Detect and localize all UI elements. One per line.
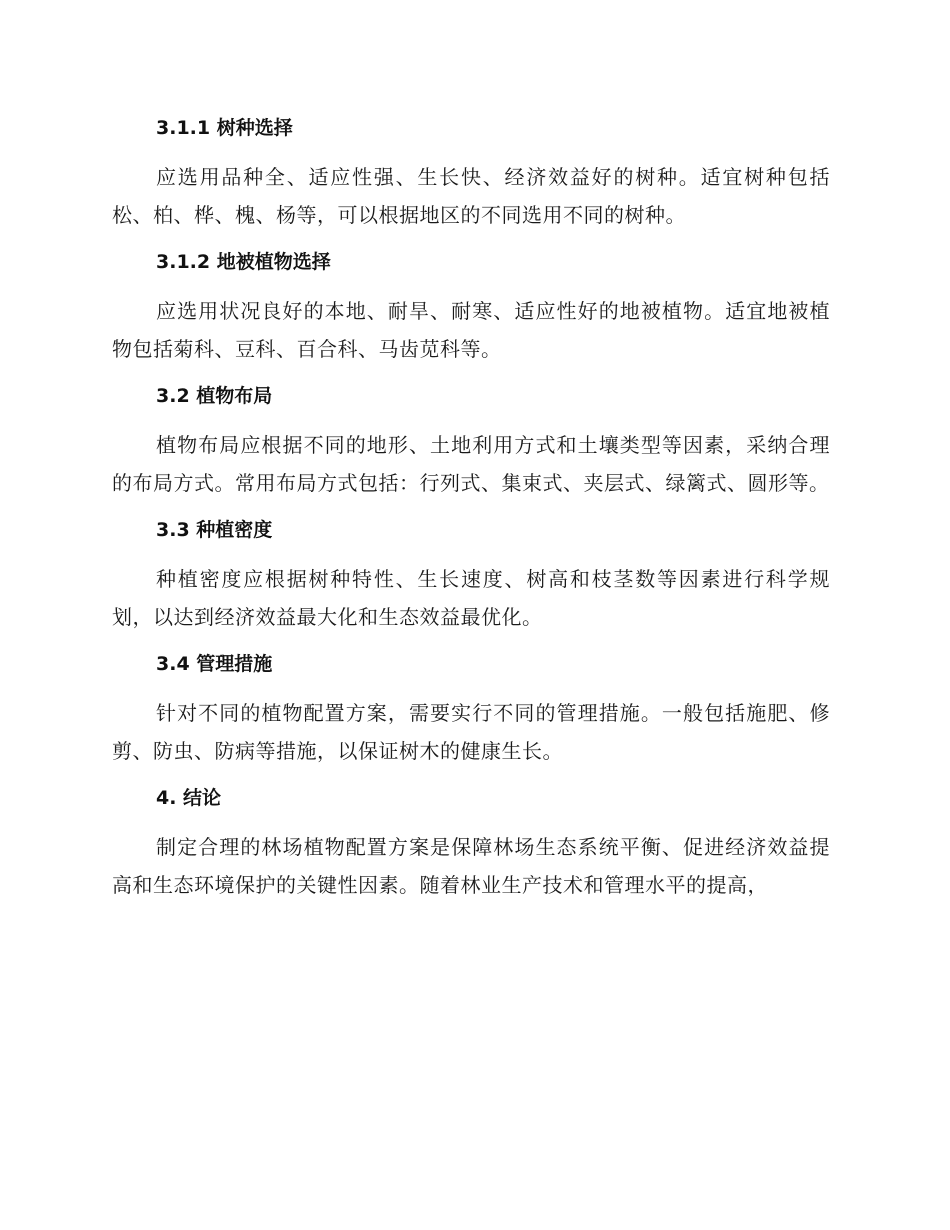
- section-paragraph: 制定合理的林场植物配置方案是保障林场生态系统平衡、促进经济效益提高和生态环境保护的关键性因素。随着林业生产技术和管理水平的提高，: [112, 835, 830, 897]
- section-heading: 4. 结论: [156, 787, 222, 809]
- section-heading: 3.1.2 地被植物选择: [156, 251, 331, 273]
- section-3-2: [112, 380, 830, 502]
- section-heading: 3.2 植物布局: [156, 385, 273, 407]
- section-heading: 3.3 种植密度: [156, 519, 273, 541]
- section-heading: 3.4 管理措施: [156, 653, 273, 675]
- section-3-1-1: [112, 112, 830, 234]
- section-paragraph: 针对不同的植物配置方案，需要实行不同的管理措施。一般包括施肥、修剪、防虫、防病等措施，以保证树木的健康生长。: [112, 701, 830, 763]
- section-heading: 3.1.1 树种选择: [156, 117, 293, 139]
- section-4: [112, 782, 830, 904]
- section-3-3: [112, 514, 830, 636]
- section-paragraph: 植物布局应根据不同的地形、土地利用方式和土壤类型等因素，采纳合理的布局方式。常用布局方式包括：行列式、集束式、夹层式、绿篱式、圆形等。: [112, 433, 830, 495]
- section-paragraph: 应选用品种全、适应性强、生长快、经济效益好的树种。适宜树种包括松、柏、桦、槐、杨等，可以根据地区的不同选用不同的树种。: [112, 165, 830, 227]
- section-paragraph: 应选用状况良好的本地、耐旱、耐寒、适应性好的地被植物。适宜地被植物包括菊科、豆科、百合科、马齿苋科等。: [112, 299, 830, 361]
- section-3-1-2: [112, 246, 830, 368]
- section-paragraph: 种植密度应根据树种特性、生长速度、树高和枝茎数等因素进行科学规划，以达到经济效益最大化和生态效益最优化。: [112, 567, 830, 629]
- section-3-4: [112, 648, 830, 770]
- document-body: [112, 112, 830, 916]
